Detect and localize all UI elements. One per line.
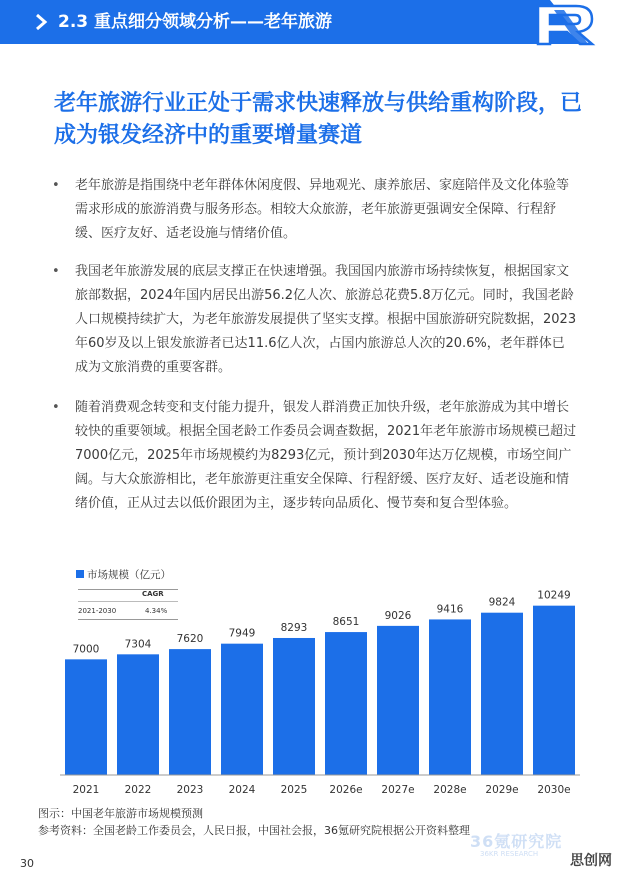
data-label-2023: 7620 bbox=[176, 633, 204, 646]
bar-2022 bbox=[117, 654, 159, 775]
tick-label-2021: 2021 bbox=[72, 784, 100, 796]
bar-2023 bbox=[169, 649, 211, 775]
page-number: 30 bbox=[20, 857, 34, 870]
chart-legend bbox=[76, 567, 171, 582]
bar-2026e bbox=[325, 632, 367, 775]
tick-label-2027e: 2027e bbox=[381, 784, 415, 796]
data-label-2028e: 9416 bbox=[436, 603, 464, 616]
bullet-marker: • bbox=[52, 178, 60, 193]
table-rule bbox=[78, 601, 178, 602]
legend-label: 市场规模（亿元） bbox=[87, 569, 171, 581]
bar-2024 bbox=[221, 644, 263, 775]
bar-2030e bbox=[533, 606, 575, 775]
bullet-text: 我国老年旅游发展的底层支撑正在快速增强。我国国内旅游市场持续恢复，根据国家文旅部数据，2024年国内居民出游56.2亿人次、旅游总花费5.8万亿元。同时，我国老龄人口规模持续扩大，为老年旅游发展提供了坚实支撑。根据中国旅游研究院数据，2023年60岁及以上银发旅游者已达11.6亿人次，占国内旅游总人次的20.6%，老年群体已成为文旅消费的重要客群。 bbox=[75, 264, 577, 375]
data-label-2029e: 9824 bbox=[488, 596, 516, 609]
bullet-item bbox=[52, 396, 577, 516]
tick-label-2029e: 2029e bbox=[485, 784, 519, 796]
legend-swatch bbox=[76, 570, 84, 578]
tick-label-2023: 2023 bbox=[176, 784, 204, 796]
bullet-marker: • bbox=[52, 400, 60, 415]
bar-2029e bbox=[481, 613, 523, 775]
cagr-value: 4.34% bbox=[145, 607, 168, 615]
tick-label-2025: 2025 bbox=[280, 784, 308, 796]
tick-label-2024: 2024 bbox=[228, 784, 256, 796]
bullet-text: 老年旅游是指围绕中老年群体休闲度假、异地观光、康养旅居、家庭陪伴及文化体验等需求形成的旅游消费与服务形态。相较大众旅游，老年旅游更强调安全保障、行程舒缓、医疗友好、适老设施与情绪价值。 bbox=[75, 178, 570, 241]
cagr-period: 2021-2030 bbox=[78, 607, 117, 615]
r-logo-icon bbox=[528, 0, 618, 48]
data-label-2025: 8293 bbox=[280, 621, 308, 634]
bar-2027e bbox=[377, 626, 419, 775]
tick-label-2028e: 2028e bbox=[433, 784, 467, 796]
page-header bbox=[0, 0, 618, 44]
bar-2021 bbox=[65, 659, 107, 775]
tick-label-2030e: 2030e bbox=[537, 784, 571, 796]
page-headline: 老年旅游行业正处于需求快速释放与供给重构阶段，已成为银发经济中的重要增量赛道 bbox=[54, 91, 583, 148]
bullet-text: 随着消费观念转变和支付能力提升，银发人群消费正加快升级，老年旅游成为其中增长较快的重要领域。根据全国老龄工作委员会调查数据，2021年老年旅游市场规模已超过7000亿元，2025年市场规模约为8293亿元，预计到2030年达万亿规模，市场空间广阔。与大众旅游相比，老年旅游更注重安全保障、行程舒缓、医疗友好、适老设施和情绪价值，正从过去以低价跟团为主，逐步转向品质化、慢节奏和复合型体验。 bbox=[75, 400, 577, 511]
table-rule bbox=[78, 619, 178, 620]
data-label-2027e: 9026 bbox=[384, 609, 412, 622]
watermark-sub: 36KR RESEARCH bbox=[480, 850, 539, 858]
cagr-table bbox=[78, 589, 178, 621]
bar-2025 bbox=[273, 638, 315, 775]
source-note: 参考资料：全国老龄工作委员会，人民日报，中国社会报，36氪研究院根据公开资料整理 bbox=[38, 824, 470, 837]
bullet-item bbox=[52, 260, 577, 380]
data-label-2026e: 8651 bbox=[332, 616, 360, 629]
bar-2028e bbox=[429, 619, 471, 775]
chevron-right-icon bbox=[34, 13, 48, 31]
data-label-2030e: 10249 bbox=[537, 589, 571, 602]
section-title: 2.3 重点细分领域分析——老年旅游 bbox=[58, 12, 333, 32]
tick-label-2026e: 2026e bbox=[329, 784, 363, 796]
data-label-2021: 7000 bbox=[72, 643, 100, 656]
bullet-item bbox=[52, 174, 577, 246]
cagr-header: CAGR bbox=[142, 590, 164, 598]
data-label-2022: 7304 bbox=[124, 638, 152, 651]
corner-watermark: 思创网 bbox=[570, 853, 612, 869]
tick-label-2022: 2022 bbox=[124, 784, 152, 796]
watermark: 36氪研究院 bbox=[470, 832, 563, 851]
figure-caption: 图示：中国老年旅游市场规模预测 bbox=[38, 807, 203, 820]
bullet-marker: • bbox=[52, 264, 60, 279]
data-label-2024: 7949 bbox=[228, 627, 256, 640]
